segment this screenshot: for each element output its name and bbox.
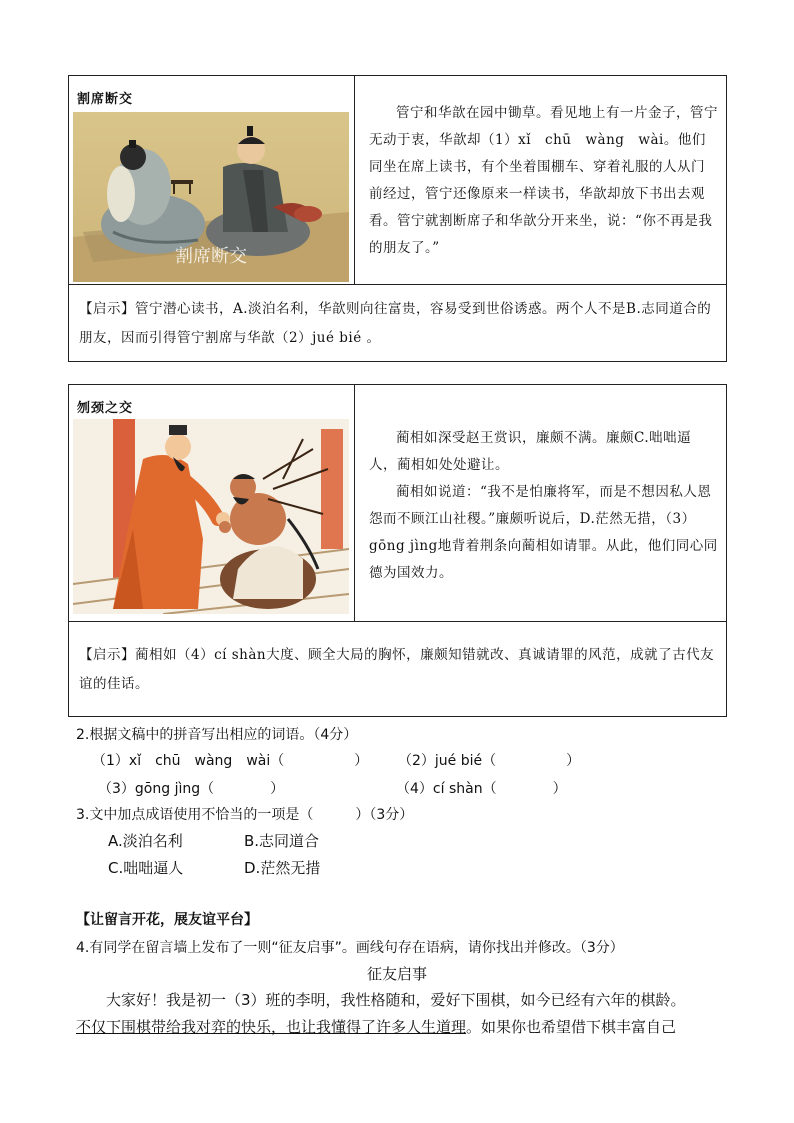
story-table-guanning — [68, 75, 727, 362]
q2-item-4: （4）cí shàn（ ） — [396, 781, 567, 797]
q2-item-3: （3）gōng jìng（ ） — [98, 781, 285, 797]
underlined-sentence: 不仅下围棋带给我对弈的快乐，也让我懂得了许多人生道理 — [76, 1018, 467, 1036]
notice-line-1: 大家好！我是初一（3）班的李明，我性格随和，爱好下围棋，如今已经有六年的棋龄。 — [106, 991, 686, 1009]
story-text-cell — [355, 385, 727, 622]
question-3-stem: 3.文中加点成语使用不恰当的一项是（ ）（3分） — [76, 807, 414, 823]
illustration-image-lianpo-apology — [73, 419, 349, 614]
insight-cell — [69, 285, 727, 362]
notice-line-2-rest: 。如果你也希望借下棋丰富自己 — [466, 1018, 677, 1036]
insight-cell — [69, 622, 727, 717]
insight-text: 【启示】管宁潜心读书，A.淡泊名利，华歆则向往富贵，容易受到世俗诱惑。两个人不是B.志同道合的朋友，因而引得管宁割席与华歆（2）jué bié 。 — [79, 301, 712, 346]
story-paragraph: 管宁和华歆在园中锄草。看见地上有一片金子，管宁无动于衷，华歆却（1）xǐ chū wàng wài。他们同坐在席上读书，有个坐着围棚车、穿着礼服的人从门前经过，管宁还像原来一样读书，华歆却放下书出去观看。管宁就割断席子和华歆分开来坐，说：“你不再是我的朋友了。” — [369, 105, 718, 256]
story-title: 刎颈之交 — [77, 401, 134, 416]
notice-body — [76, 987, 721, 1041]
story-image-cell — [69, 385, 355, 622]
insight-text: 【启示】蔺相如（4）cí shàn大度、顾全大局的胸怀，廉颇知错就改、真诚请罪的风范，成就了古代友谊的佳话。 — [79, 647, 715, 692]
q3-option-c: C.咄咄逼人 — [108, 859, 184, 877]
story-text — [355, 76, 726, 262]
story-text — [355, 385, 726, 587]
story-title: 割席断交 — [77, 92, 134, 107]
q3-option-b: B.志同道合 — [244, 832, 320, 850]
q3-option-a: A.淡泊名利 — [108, 832, 183, 850]
notice-title: 征友启事 — [366, 965, 427, 983]
story-paragraph: 蔺相如深受赵王赏识，廉颇不满。廉颇C.咄咄逼人，蔺相如处处避让。 — [369, 430, 692, 473]
question-2-stem: 2.根据文稿中的拼音写出相应的词语。（4分） — [76, 727, 358, 743]
painting-image-guanning-huaxin — [73, 112, 349, 282]
q2-item-2: （2）jué bié（ ） — [398, 753, 581, 769]
notice-line-2 — [76, 1014, 721, 1041]
story-table-lianpo — [68, 384, 727, 717]
story-image-cell — [69, 76, 355, 285]
question-4-stem: 4.有同学在留言墙上发布了一则“征友启事”。画线句存在语病，请你找出并修改。（3分） — [76, 940, 624, 956]
q3-option-d: D.茫然无措 — [244, 859, 321, 877]
story-paragraph: 蔺相如说道：“我不是怕廉将军，而是不想因私人恩怨而不顾江山社稷。”廉颇听说后，D.茫然无措，（3）gōng jìng地背着荆条向蔺相如请罪。从此，他们同心同德为国效力。 — [369, 484, 718, 581]
story-text-cell — [355, 76, 727, 285]
image-caption: 割席断交 — [175, 246, 247, 267]
section-heading: 【让留言开花，展友谊平台】 — [76, 912, 258, 928]
q2-item-1: （1）xǐ chū wàng wài（ ） — [92, 753, 369, 769]
